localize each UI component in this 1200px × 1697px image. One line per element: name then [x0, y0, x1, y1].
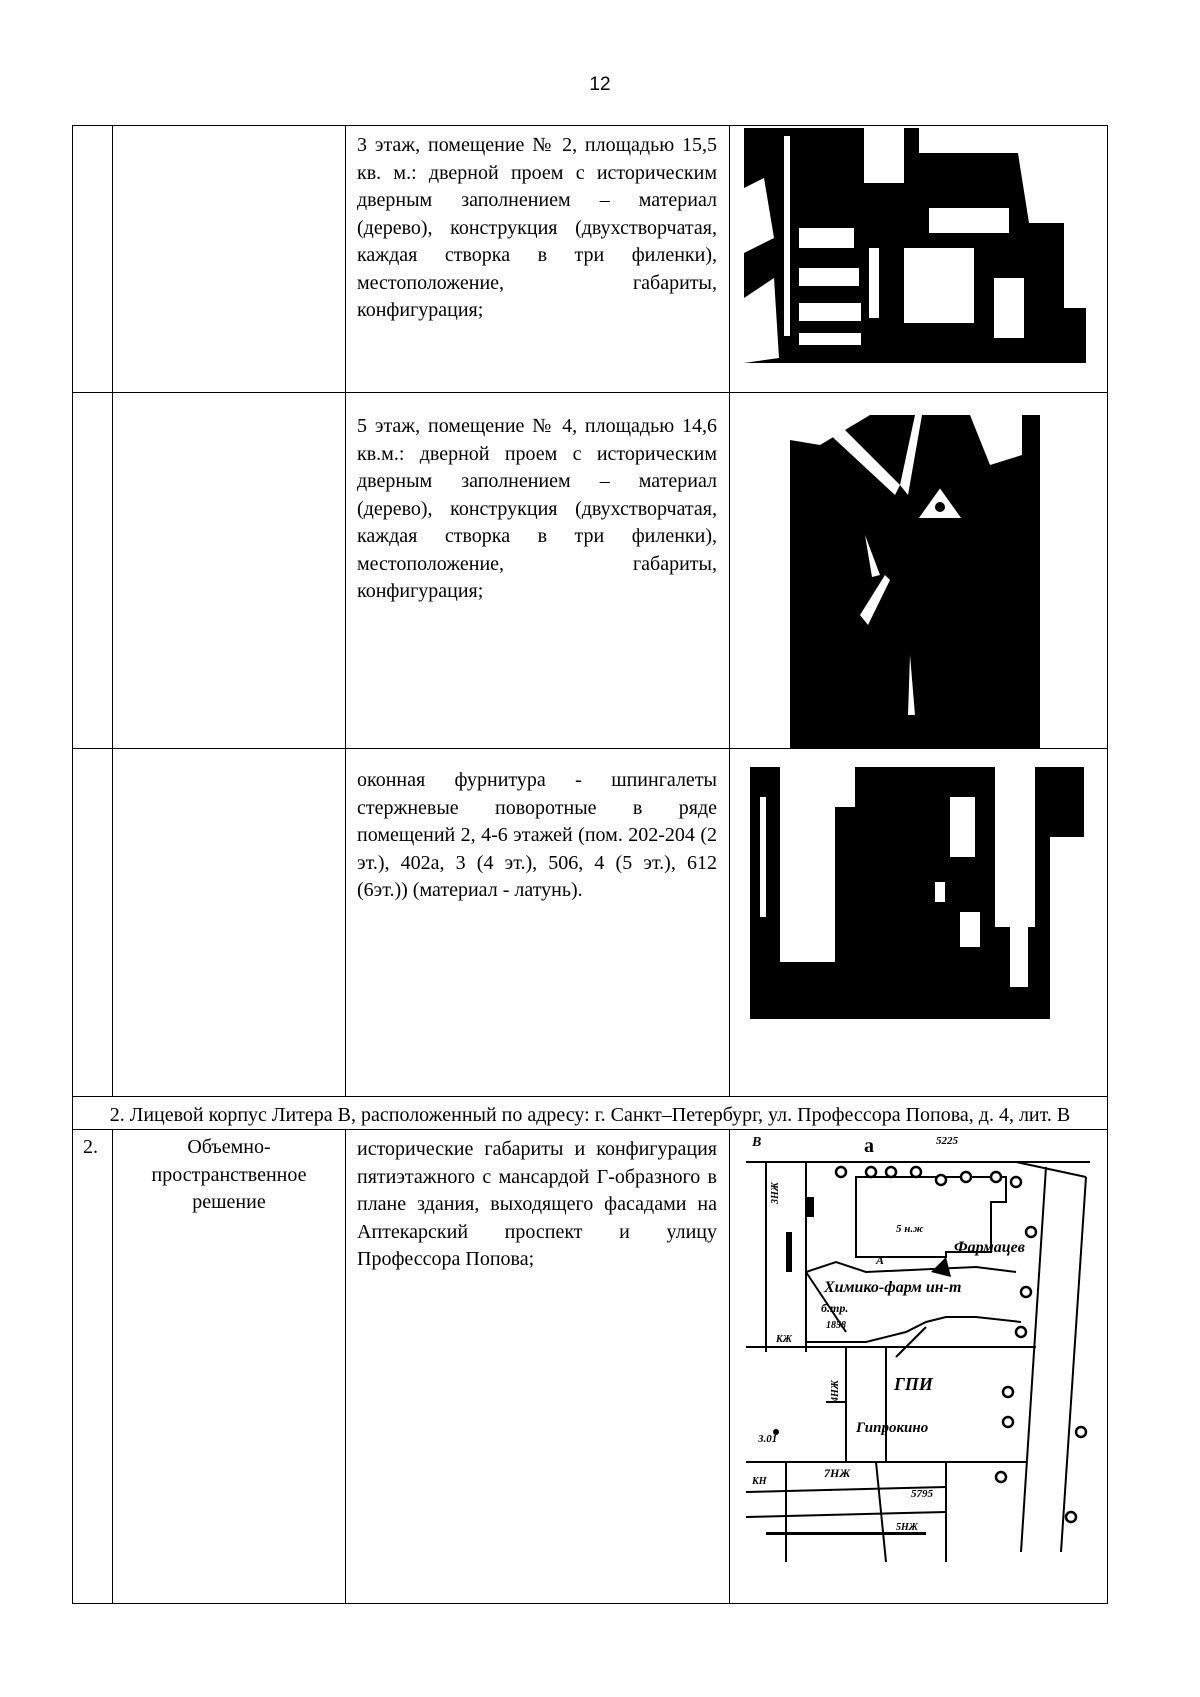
map-label: А [876, 1253, 885, 1267]
door-photo-floor-5 [790, 415, 1040, 748]
section-header-row [73, 1097, 1108, 1130]
description-cell [346, 393, 730, 749]
map-label: 5НЖ [896, 1522, 918, 1533]
name-cell [113, 126, 346, 393]
table-row [73, 1130, 1108, 1604]
map-label: 1858 [826, 1320, 846, 1331]
table-row [73, 749, 1108, 1097]
map-label: 3НЖ [770, 1182, 781, 1204]
map-label: В [752, 1135, 762, 1150]
name-cell [113, 749, 346, 1097]
site-plan-map [746, 1132, 1090, 1572]
table-row [73, 393, 1108, 749]
description-cell [346, 126, 730, 393]
section-title: 2. Лицевой корпус Литера В, расположенный по адресу: г. Санкт–Петербург, ул. Профессора Попова, д. 4, лит. В [109, 1104, 1071, 1126]
row-number: 2. [83, 1136, 98, 1158]
photo-cell [730, 749, 1108, 1097]
table-row [73, 126, 1108, 393]
row-description: оконная фурнитура - шпингалеты стержневые поворотные в ряде помещений 2, 4-6 этажей (пом. 202-204 (2 эт.), 402а, 3 (4 эт.), 506, 4 (5 эт.), 612 (6эт.)) (материал - латунь). [357, 769, 717, 901]
photo-cell [730, 1130, 1108, 1604]
map-label: 3.01 [758, 1433, 778, 1445]
number-cell [73, 393, 113, 749]
map-label: 7НЖ [824, 1466, 851, 1480]
row-description: 3 этаж, помещение № 2, площадью 15,5 кв. м.: дверной проем с историческим дверным заполнением – материал (дерево), конструкция (двухстворчатая, каждая створка в три филенки), местоположение, габариты, конфигурация; [357, 134, 717, 321]
map-label: Гипрокино [856, 1420, 929, 1436]
heritage-table [72, 125, 1108, 1604]
number-cell [73, 126, 113, 393]
number-cell [73, 1130, 113, 1604]
map-label: а [864, 1135, 874, 1157]
row-name: Объемно-пространственное решение [151, 1136, 307, 1213]
description-cell [346, 749, 730, 1097]
door-photo-floor-3 [744, 128, 1086, 363]
page-number: 12 [589, 74, 611, 95]
name-cell [113, 1130, 346, 1604]
name-cell [113, 393, 346, 749]
map-label: 5795 [911, 1488, 933, 1500]
section-header-cell [73, 1097, 1108, 1130]
map-label: 5 н.ж [896, 1223, 924, 1235]
number-cell [73, 749, 113, 1097]
description-cell [346, 1130, 730, 1604]
window-fittings-photo [750, 767, 1084, 1019]
photo-cell [730, 126, 1108, 393]
map-label: Фармацев [954, 1239, 1025, 1256]
map-label: КН [752, 1476, 767, 1487]
row-description: 5 этаж, помещение № 4, площадью 14,6 кв.м.: дверной проем с историческим дверным заполнением – материал (дерево), конструкция (двухстворчатая, каждая створка в три филенки), местоположение, габариты, конфигурация; [357, 415, 717, 602]
photo-cell [730, 393, 1108, 749]
map-label: ГПИ [894, 1374, 933, 1394]
map-label: 4НЖ [830, 1380, 841, 1402]
map-label: КЖ [776, 1334, 792, 1345]
map-label: б.тр. [821, 1301, 849, 1315]
map-label: 5225 [936, 1135, 958, 1147]
row-description: исторические габариты и конфигурация пятиэтажного с мансардой Г-образного в плане здания, выходящего фасадами на Аптекарский проспект и улицу Профессора Попова; [357, 1138, 717, 1270]
map-label: Химико-фарм ин-т [824, 1279, 962, 1296]
